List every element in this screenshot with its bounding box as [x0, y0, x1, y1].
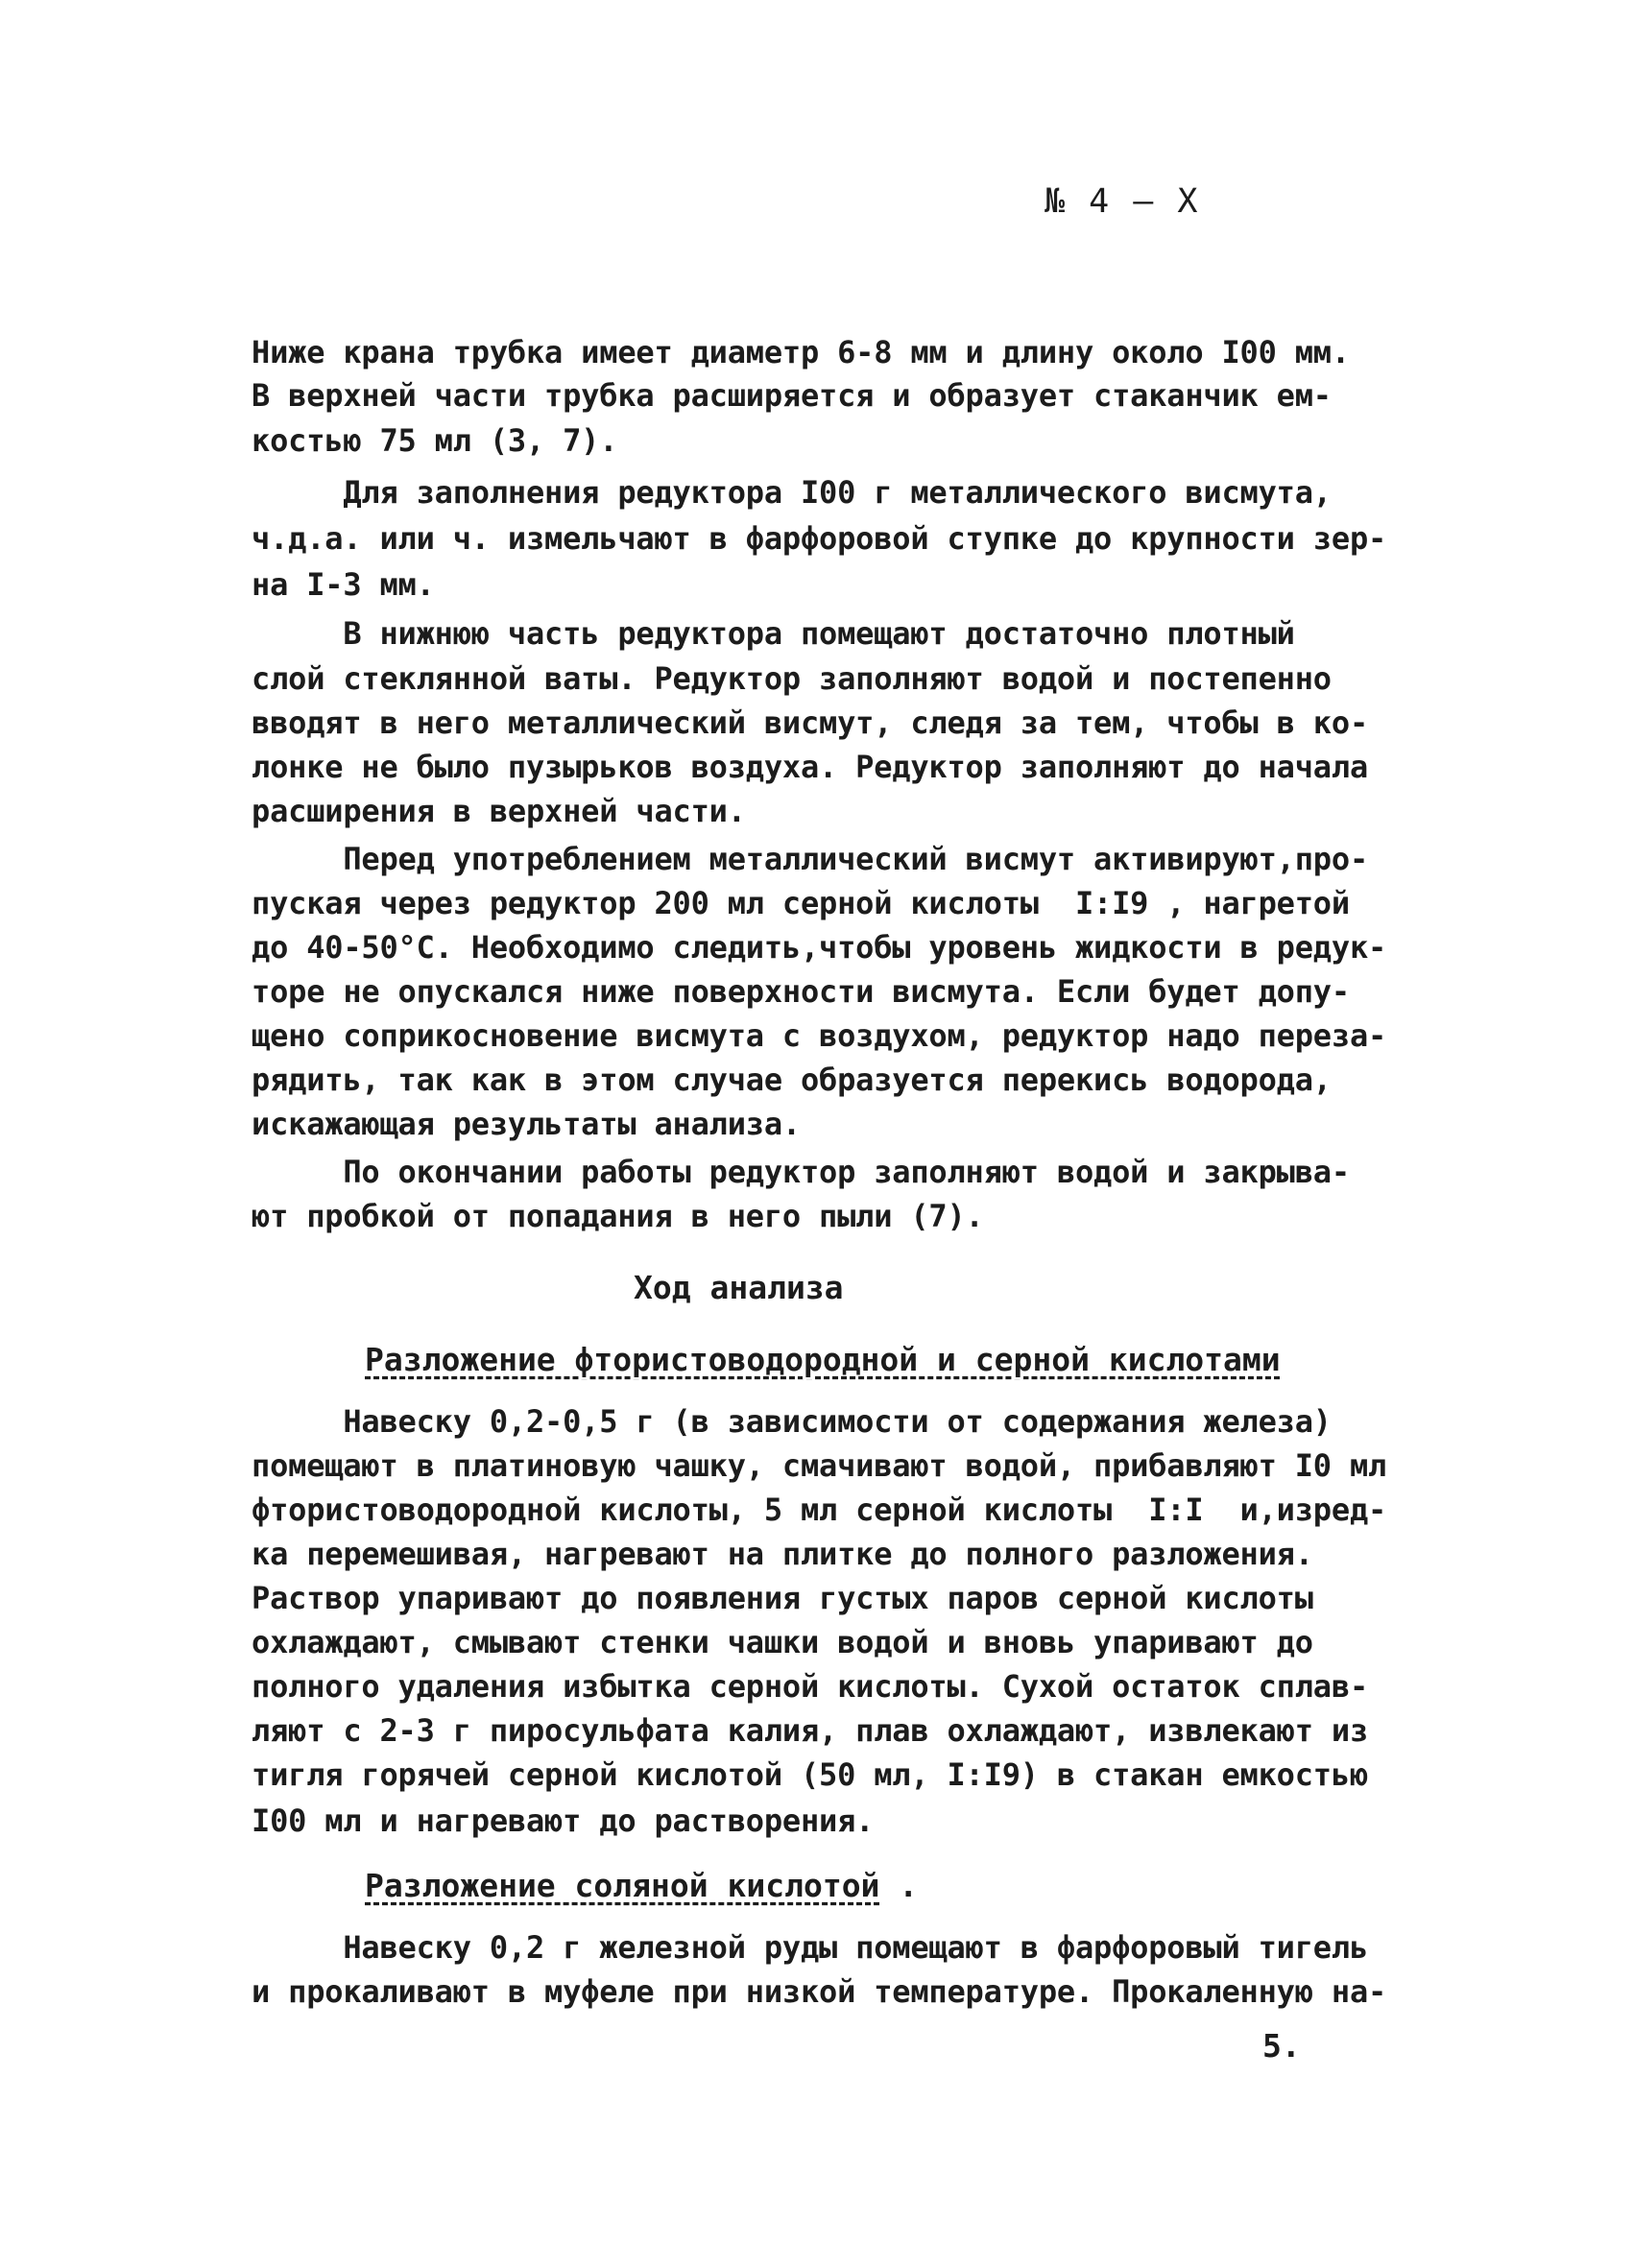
text-line: полного удаления избытка серной кислоты. Сухой остаток сплав- [252, 1668, 1369, 1705]
text-line: лонке не было пузырьков воздуха. Редуктор заполняют до начала [252, 749, 1369, 785]
text-line: слой стеклянной ваты. Редуктор заполняют водой и постепенно [252, 660, 1332, 697]
text-line: Навеску 0,2 г железной руды помещают в фарфоровый тигель [252, 1929, 1369, 1966]
subsection-title-row [365, 1867, 918, 1904]
text-line: ляют с 2-3 г пиросульфата калия, плав охлаждают, извлекают из [252, 1712, 1369, 1749]
text-line: щено соприкосновение висмута с воздухом, редуктор надо переза- [252, 1017, 1387, 1054]
text-line: I00 мл и нагревают до растворения. [252, 1802, 875, 1839]
text-line: торе не опускался ниже поверхности висмута. Если будет допу- [252, 973, 1350, 1010]
text-line: Ниже крана трубка имеет диаметр 6-8 мм и длину около I00 мм. [252, 334, 1350, 370]
text-line: тигля горячей серной кислотой (50 мл, I:I9) в стакан емкостью [252, 1756, 1369, 1793]
text-line: фтористоводородной кислоты, 5 мл серной кислоты I:I и,изред- [252, 1492, 1387, 1528]
subsection-title-suffix: . [879, 1867, 919, 1904]
subsection-title: Разложение фтористоводородной и серной кислотами [365, 1341, 1281, 1378]
text-line: до 40-50°C. Необходимо следить,чтобы уровень жидкости в редук- [252, 929, 1387, 966]
text-line: По окончании работы редуктор заполняют водой и закрыва- [252, 1154, 1350, 1190]
text-line: ют пробкой от попадания в него пыли (7). [252, 1198, 984, 1234]
text-line: В верхней части трубка расширяется и образует стаканчик ем- [252, 377, 1332, 414]
page-number: 5. [1262, 2027, 1301, 2065]
text-line: В нижнюю часть редуктора помещают достаточно плотный [252, 615, 1295, 652]
text-line: рядить, так как в этом случае образуется перекись водорода, [252, 1062, 1332, 1098]
section-title: Ход анализа [634, 1269, 844, 1306]
text-line: пуская через редуктор 200 мл серной кислоты I:I9 , нагретой [252, 885, 1350, 921]
text-line: Для заполнения редуктора I00 г металлического висмута, [252, 474, 1332, 511]
text-line: искажающая результаты анализа. [252, 1106, 801, 1142]
text-line: расширения в верхней части. [252, 793, 746, 829]
subsection-title: Разложение соляной кислотой [365, 1867, 880, 1904]
text-line: вводят в него металлический висмут, следя за тем, чтобы в ко- [252, 704, 1369, 741]
text-line: ч.д.а. или ч. измельчают в фарфоровой ступке до крупности зер- [252, 520, 1387, 557]
text-line: Раствор упаривают до появления густых паров серной кислоты [252, 1580, 1313, 1616]
text-line: охлаждают, смывают стенки чашки водой и вновь упаривают до [252, 1624, 1313, 1660]
text-line: помещают в платиновую чашку, смачивают водой, прибавляют I0 мл [252, 1447, 1387, 1484]
text-line: Перед употреблением металлический висмут активируют,про- [252, 841, 1369, 877]
text-line: на I-3 мм. [252, 566, 435, 603]
text-line: и прокаливают в муфеле при низкой температуре. Прокаленную на- [252, 1973, 1387, 2010]
text-line: Навеску 0,2-0,5 г (в зависимости от содержания железа) [252, 1403, 1332, 1440]
document-number: № 4 – X [1045, 182, 1200, 221]
text-line: костью 75 мл (3, 7). [252, 422, 618, 459]
text-line: ка перемешивая, нагревают на плитке до полного разложения. [252, 1536, 1313, 1572]
